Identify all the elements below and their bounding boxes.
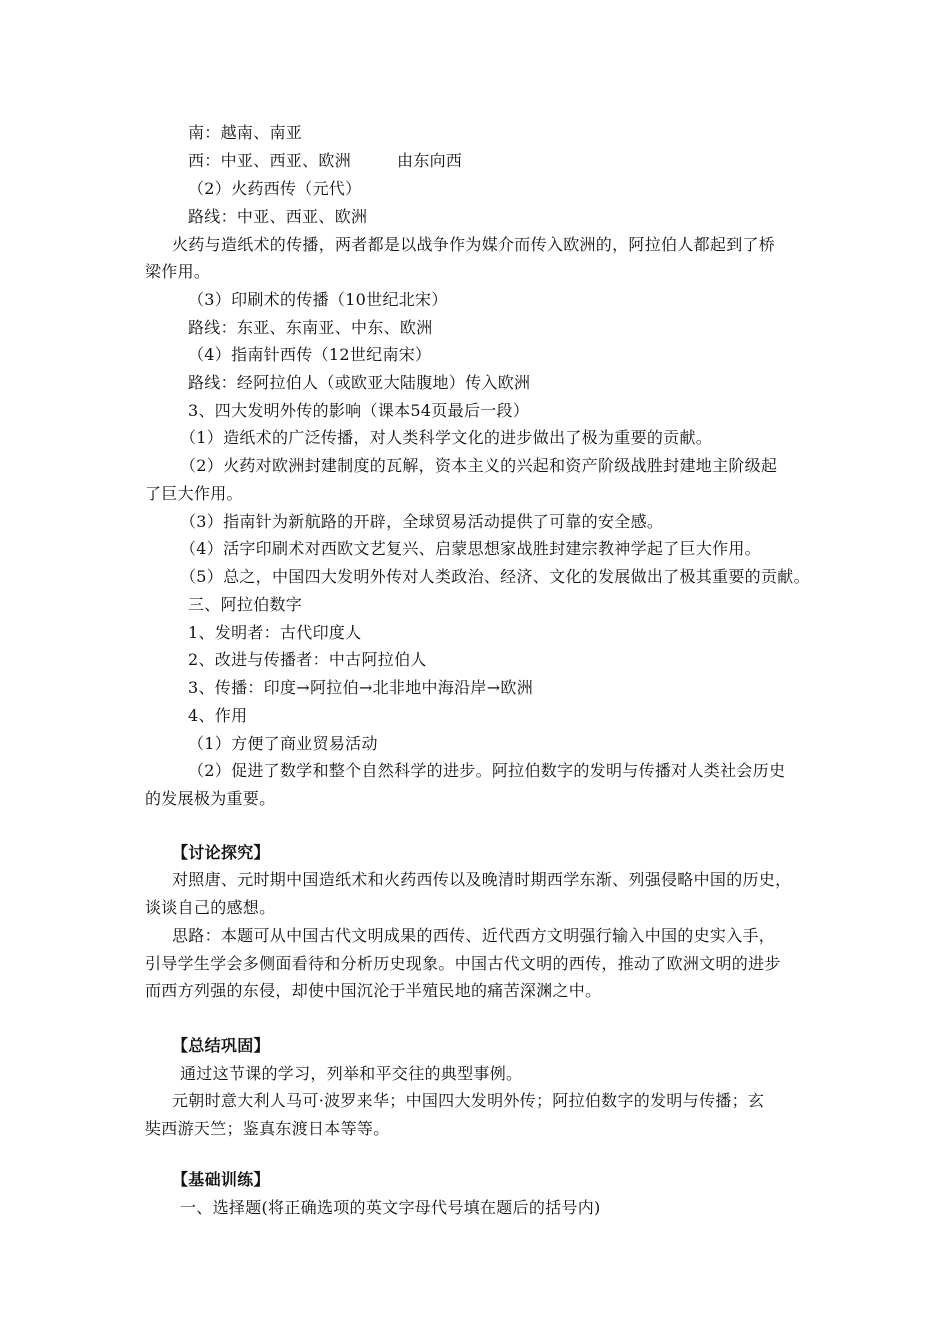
text-line: 元朝时意大利人马可·波罗来华；中国四大发明外传；阿拉伯数字的发明与传播；玄	[172, 1091, 765, 1110]
text-line: （4）指南针西传（12世纪南宋）	[188, 345, 432, 364]
text-line: （1）造纸术的广泛传播，对人类科学文化的进步做出了极为重要的贡献。	[180, 428, 713, 447]
text-line: （3）印刷术的传播（10世纪北宋）	[188, 290, 448, 309]
text-line: 的发展极为重要。	[145, 789, 276, 808]
text-line: 3、四大发明外传的影响（课本54页最后一段）	[188, 401, 530, 420]
text-line: 对照唐、元时期中国造纸术和火药西传以及晚清时期西学东渐、列强侵略中国的历史，	[172, 870, 792, 889]
text-line: 了巨大作用。	[145, 484, 243, 503]
section-heading: 【讨论探究】	[172, 843, 270, 862]
text-line: 而西方列强的东侵，却使中国沉沦于半殖民地的痛苦深渊之中。	[145, 981, 602, 1000]
text-line: （3）指南针为新航路的开辟，全球贸易活动提供了可靠的安全感。	[180, 512, 664, 531]
text-line: （2）火药西传（元代）	[188, 179, 362, 198]
text-line: 奘西游天竺；鉴真东渡日本等等。	[145, 1119, 390, 1138]
section-heading: 【总结巩固】	[172, 1036, 270, 1055]
text-line: 三、阿拉伯数字	[188, 595, 303, 614]
text-line: 梁作用。	[145, 262, 211, 281]
text-line: 2、改进与传播者：中古阿拉伯人	[188, 650, 427, 669]
text-line: （4）活字印刷术对西欧文艺复兴、启蒙思想家战胜封建宗教神学起了巨大作用。	[180, 539, 761, 558]
text-line: 3、传播：印度→阿拉伯→北非地中海沿岸→欧洲	[188, 678, 533, 697]
text-line: 引导学生学会多侧面看待和分析历史现象。中国古代文明的西传，推动了欧洲文明的进步	[145, 954, 781, 973]
text-line: （2）促进了数学和整个自然科学的进步。阿拉伯数字的发明与传播对人类社会历史	[188, 761, 786, 780]
text-line: 路线：中亚、西亚、欧洲	[188, 207, 368, 226]
text-line: （5）总之，中国四大发明外传对人类政治、经济、文化的发展做出了极其重要的贡献。	[180, 567, 810, 586]
text-line	[188, 151, 462, 171]
text-line: （1）方便了商业贸易活动	[188, 734, 378, 753]
text-line: 思路：本题可从中国古代文明成果的西传、近代西方文明强行输入中国的史实入手，	[172, 926, 776, 945]
text-line: 一、选择题(将正确选项的英文字母代号填在题后的括号内)	[180, 1198, 601, 1217]
text-line: 通过这节课的学习，列举和平交往的典型事例。	[180, 1064, 523, 1083]
text-segment: 西：中亚、西亚、欧洲	[188, 151, 352, 170]
text-line: 1、发明者：古代印度人	[188, 623, 362, 642]
text-line: 路线：东亚、东南亚、中东、欧洲	[188, 318, 433, 337]
text-line: 火药与造纸术的传播，两者都是以战争作为媒介而传入欧洲的，阿拉伯人都起到了桥	[172, 235, 776, 254]
section-heading: 【基础训练】	[172, 1170, 270, 1189]
text-line: 谈谈自己的感想。	[145, 898, 276, 917]
text-segment: 由东向西	[397, 151, 463, 170]
text-line: （2）火药对欧洲封建制度的瓦解，资本主义的兴起和资产阶级战胜封建地主阶级起	[180, 456, 778, 475]
text-line: 南：越南、南亚	[188, 123, 303, 142]
text-line: 4、作用	[188, 706, 248, 725]
text-line: 路线：经阿拉伯人（或欧亚大陆腹地）传入欧洲	[188, 373, 531, 392]
